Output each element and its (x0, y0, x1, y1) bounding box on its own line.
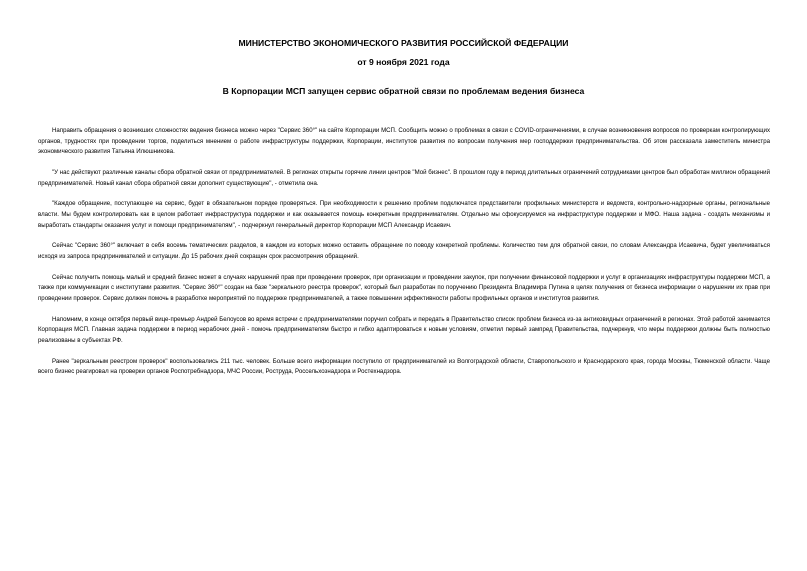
paragraph: Ранее "зеркальным реестром проверок" воспользовались 211 тыс. человек. Больше всего информации поступило от предпринимателей из Волгоградской области, Ставропольского и Краснодарского края, города Москвы, Тюменской области. Чаще всего бизнес реагировал на проверки органов Роспотребнадзора, МЧС России, Рострудa, Россельхознадзора и Ростехнадзора. (38, 357, 770, 376)
paragraph: Направить обращения о возникших сложностях ведения бизнеса можно через "Сервис 360°" на сайте Корпорации МСП. Сообщить можно о проблемах в связи с COVID-ограничениями, в случае возникновения вопросов по проверкам контролирующих органов, трудностях при проведении торгов, поделиться мнением о работе инфраструктуры поддержки, Корпорации, институтов развития по вопросам получения мер господдержки предпринимательства. Об этом рассказала заместитель министра экономического развития Татьяна Илюшникова. (38, 127, 770, 156)
document-date: от 9 ноября 2021 года (357, 57, 450, 67)
document-title: В Корпорации МСП запущен сервис обратной связи по проблемам ведения бизнеса (222, 86, 585, 96)
paragraph: "Каждое обращение, поступающее на сервис, будет в обязательном порядке проверяться. При необходимости к решению проблем подключатся представители профильных министерств и ведомств, контрольно-надзорные органы, региональные власти. Мы будем контролировать как в целом работает инфраструктура поддержки и как оказывается помощь конкретным предпринимателям. Отдельно мы сфокусируемся на инфраструктуре поддержки и МФО. Наша задача - создать механизмы и выработать стандарты оказания услуг и помощи предпринимателям", - подчеркнул генеральный директор Корпорации МСП Александр Исаевич. (38, 200, 770, 229)
ministry-heading: МИНИСТЕРСТВО ЭКОНОМИЧЕСКОГО РАЗВИТИЯ РОССИЙСКОЙ ФЕДЕРАЦИИ (238, 38, 569, 48)
paragraph: Сейчас получить помощь малый и средний бизнес может в случаях нарушений прав при проведении проверок, при организации и проведении закупок, при получении финансовой поддержки и услуг в организациях инфраструктуры поддержки МСП, а также при коммуникации с институтами развития. "Сервис 360°" создан на базе "зеркального реестра проверок", который был разработан по поручению Президента Владимира Путина в целях получения от бизнеса информации о нарушении их прав при проведении проверок. Сервис должен помочь в разработке мероприятий по поддержке предпринимателей, а также повышении эффективности работы профильных органов и институтов развития. (38, 273, 770, 302)
paragraph: Сейчас "Сервис 360°" включает в себя восемь тематических разделов, в каждом из которых можно оставить обращение по поводу конкретной проблемы. Количество тем для обратной связи, по словам Александра Исаевича, будет увеличиваться исходя из запроса предпринимателей и ситуации. До 15 рабочих дней сокращен срок рассмотрения обращений. (38, 242, 770, 260)
paragraph: Напомним, в конце октября первый вице-премьер Андрей Белоусов во время встречи с предпринимателями поручил собрать и передать в Правительство список проблем бизнеса из-за антиковидных ограничений в регионах. Этой работой занимается Корпорация МСП. Главная задача поддержки в период нерабочих дней - помочь предпринимателям быстро и гибко адаптироваться к новым условиям, отметил первый зампред Правительства, подчеркнув, что меры поддержки должны быть полностью реализованы в субъектах РФ. (38, 315, 770, 344)
document-body (38, 126, 770, 388)
paragraph: "У нас действуют различные каналы сбора обратной связи от предпринимателей. В регионах открыты горячие линии центров "Мой бизнес". В прошлом году в период длительных ограничений сотрудниками центров был обработан миллион обращений предпринимателей. Новый канал сбора обратной связи дополнит существующие", - отметила она. (38, 168, 770, 187)
